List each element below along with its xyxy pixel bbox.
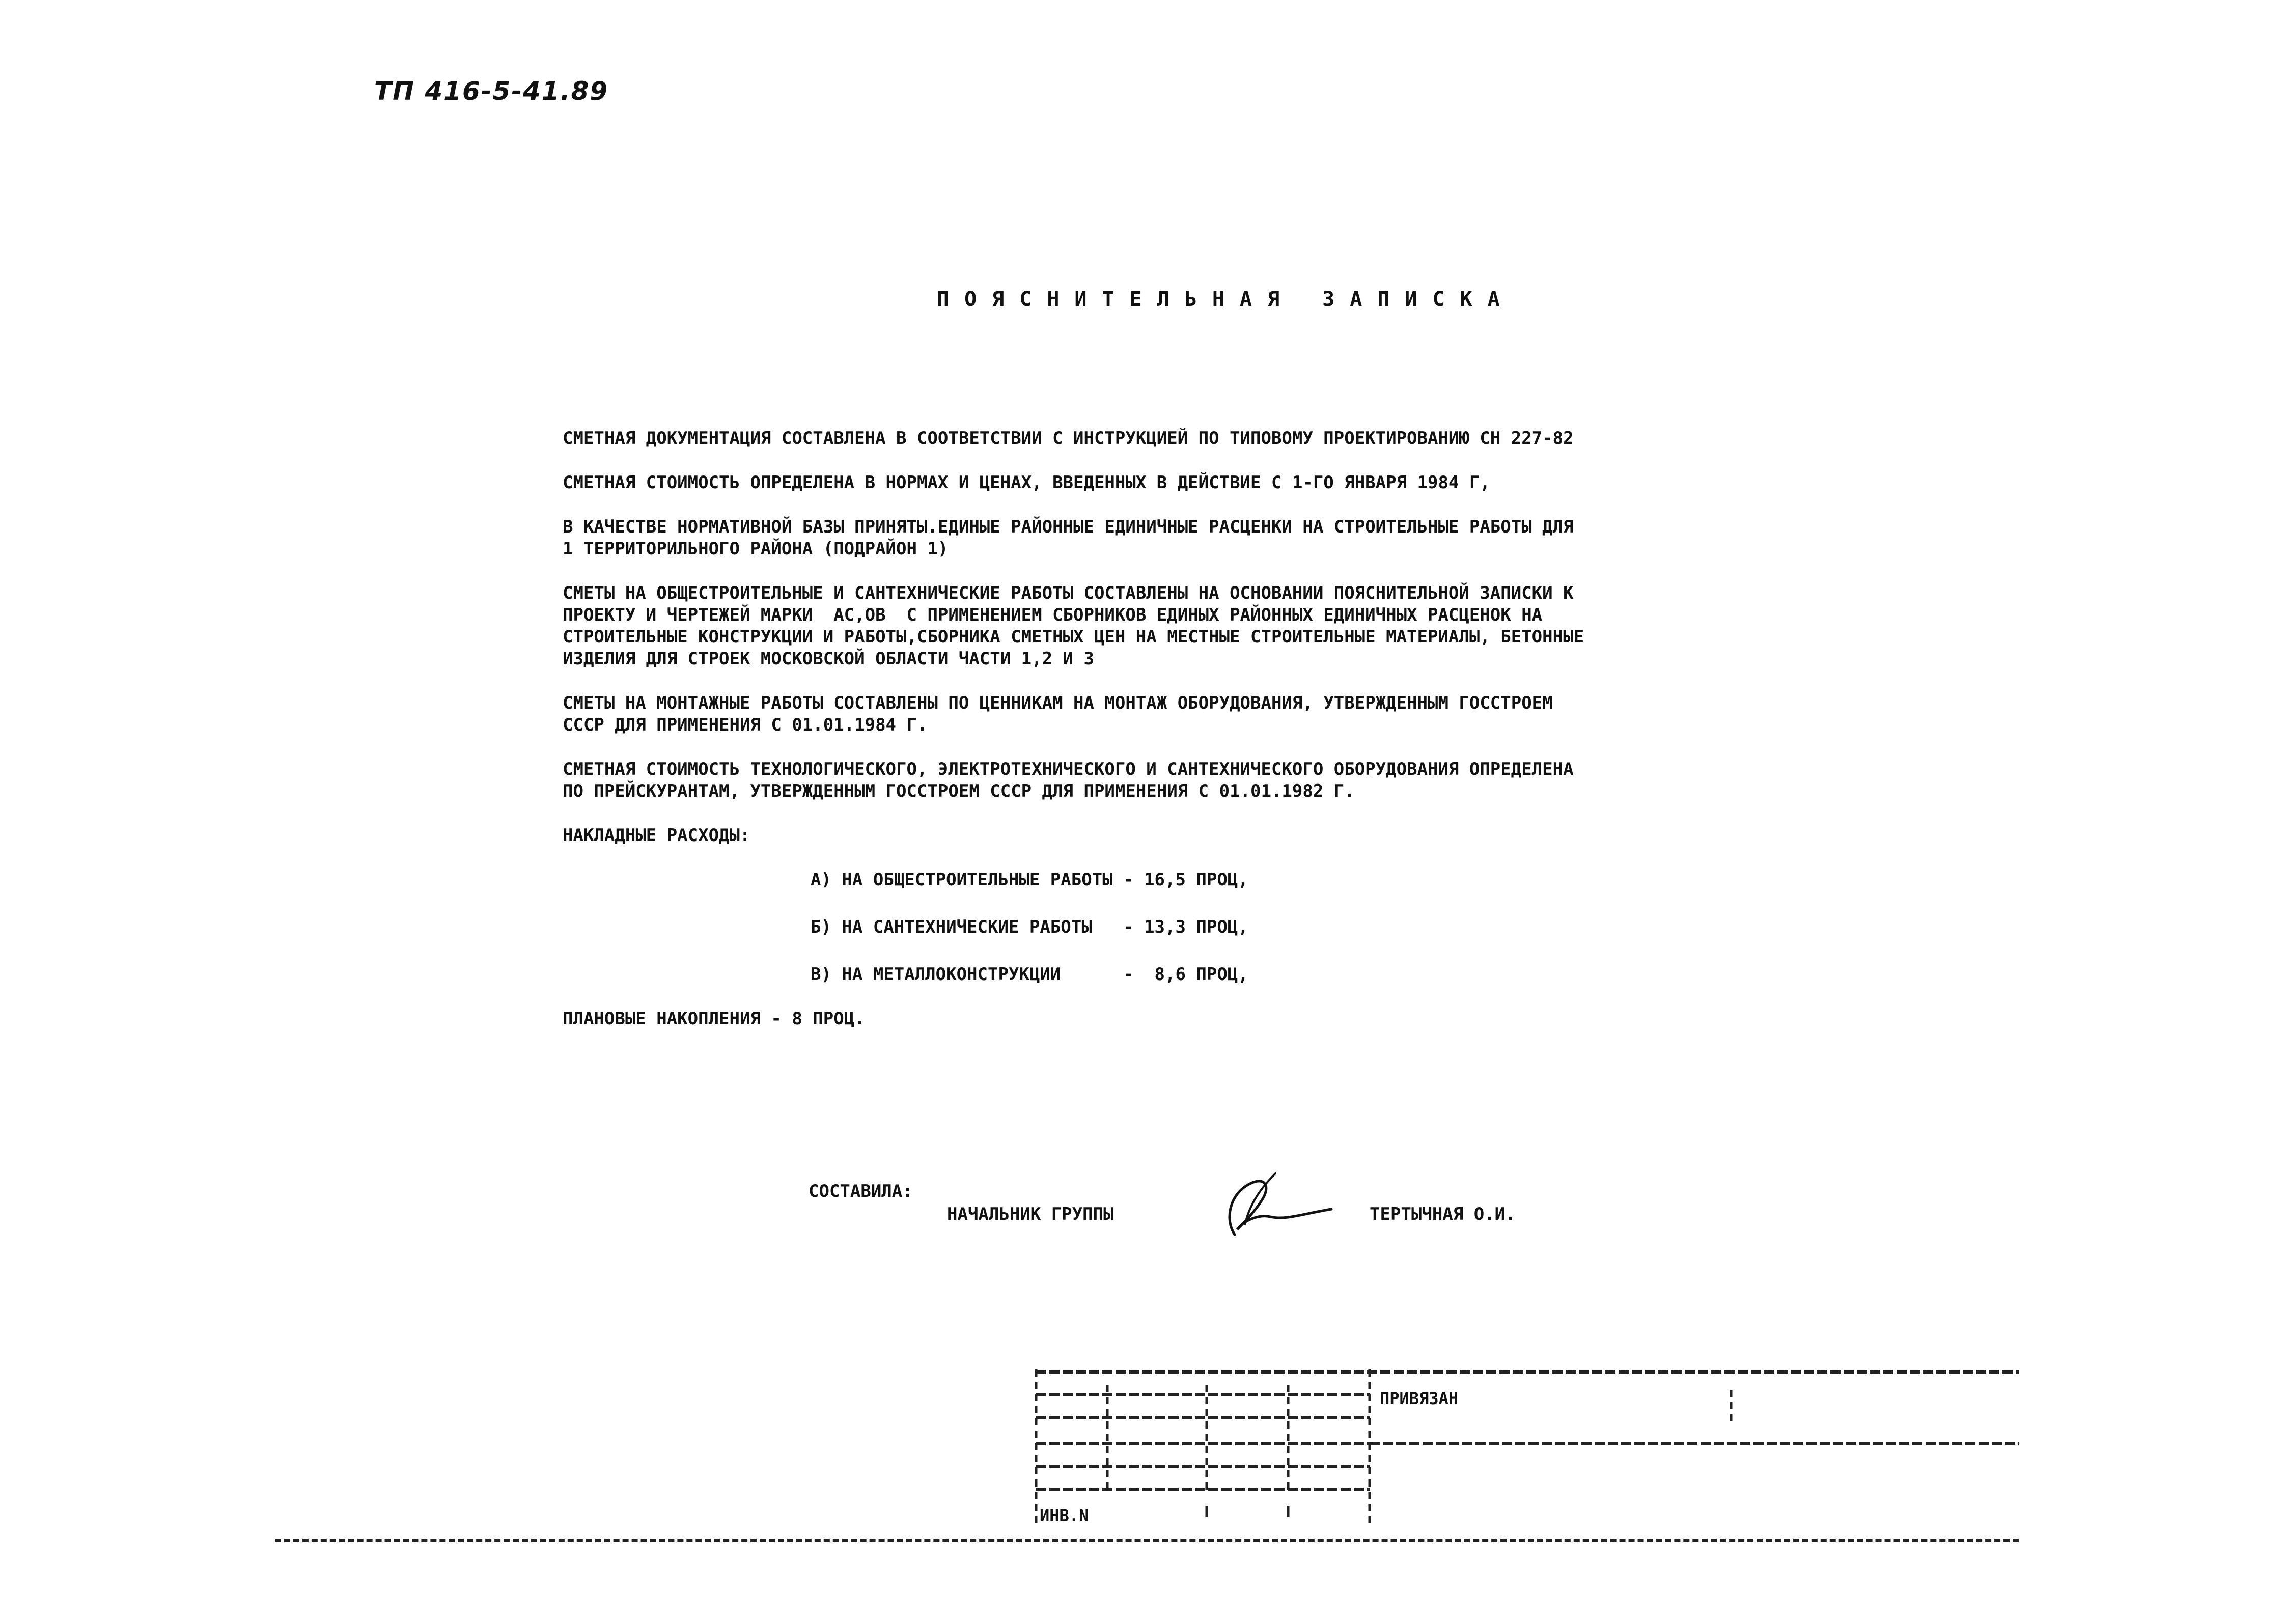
paragraph-normative-base: В КАЧЕСТВЕ НОРМАТИВНОЙ БАЗЫ ПРИНЯТЫ.ЕДИНЫЕ РАЙОННЫЕ ЕДИНИЧНЫЕ РАСЦЕНКИ НА СТРОИТЕЛЬНЫЕ РАБОТЫ ДЛЯ 1 ТЕРРИТОРИЛЬНОГО РАЙОНА (ПОДРАЙОН 1) bbox=[563, 517, 1574, 559]
stamp-inventory-label: ИНВ.N bbox=[1040, 1506, 1089, 1525]
paragraph-instruction: СМЕТНАЯ ДОКУМЕНТАЦИЯ СОСТАВЛЕНА В СООТВЕТСТВИИ С ИНСТРУКЦИЕЙ ПО ТИПОВОМУ ПРОЕКТИРОВАНИЮ СН 227-82 bbox=[563, 428, 1574, 449]
planned-savings: ПЛАНОВЫЕ НАКОПЛЕНИЯ - 8 ПРОЦ. bbox=[563, 1009, 865, 1029]
paragraph-equipment-cost: СМЕТНАЯ СТОИМОСТЬ ТЕХНОЛОГИЧЕСКОГО, ЭЛЕКТРОТЕХНИЧЕСКОГО И САНТЕХНИЧЕСКОГО ОБОРУДОВАНИЯ ОПРЕДЕЛЕНА ПО ПРЕЙСКУРАНТАМ, УТВЕРЖДЕННЫМ ГОССТРОЕМ СССР ДЛЯ ПРИМЕНЕНИЯ С 01.01.1982 Г. bbox=[563, 759, 1574, 801]
overhead-item-general: А) НА ОБЩЕСТРОИТЕЛЬНЫЕ РАБОТЫ - 16,5 ПРОЦ, bbox=[811, 870, 1248, 890]
paragraph-installation-estimates: СМЕТЫ НА МОНТАЖНЫЕ РАБОТЫ СОСТАВЛЕНЫ ПО ЦЕННИКАМ НА МОНТАЖ ОБОРУДОВАНИЯ, УТВЕРЖДЕННЫМ ГОССТРОЕМ СССР ДЛЯ ПРИМЕНЕНИЯ С 01.01.1984 Г. bbox=[563, 693, 1553, 735]
title-block-stamp bbox=[1034, 1369, 2019, 1537]
signature-role: СОСТАВИЛА: bbox=[809, 1181, 913, 1201]
bottom-divider bbox=[275, 1539, 2019, 1542]
handwritten-signature bbox=[1214, 1163, 1336, 1245]
document-title: ПОЯСНИТЕЛЬНАЯ ЗАПИСКА bbox=[937, 288, 1515, 311]
paragraph-construction-estimates: СМЕТЫ НА ОБЩЕСТРОИТЕЛЬНЫЕ И САНТЕХНИЧЕСКИЕ РАБОТЫ СОСТАВЛЕНЫ НА ОСНОВАНИИ ПОЯСНИТЕЛЬНОЙ ЗАПИСКИ К ПРОЕКТУ И ЧЕРТЕЖЕЙ МАРКИ АС,ОВ С ПРИМЕНЕНИЕМ СБОРНИКОВ ЕДИНЫХ РАЙОННЫХ ЕДИНИЧНЫХ РАСЦЕНОК НА СТРОИТЕЛЬНЫЕ КОНСТРУКЦИИ И РАБОТЫ,СБОРНИКА СМЕТНЫХ ЦЕН НА МЕСТНЫЕ СТРОИТЕЛЬНЫЕ МАТЕРИАЛЫ, БЕТОННЫЕ ИЗДЕЛИЯ ДЛЯ СТРОЕК МОСКОВСКОЙ ОБЛАСТИ ЧАСТИ 1,2 И 3 bbox=[563, 583, 1584, 669]
overhead-item-sanitary: Б) НА САНТЕХНИЧЕСКИЕ РАБОТЫ - 13,3 ПРОЦ, bbox=[811, 917, 1248, 937]
stamp-attached-label: ПРИВЯЗАН bbox=[1380, 1389, 1459, 1408]
signature-position: НАЧАЛЬНИК ГРУППЫ bbox=[947, 1204, 1114, 1224]
signature-name: ТЕРТЫЧНАЯ О.И. bbox=[1370, 1204, 1516, 1224]
overhead-heading: НАКЛАДНЫЕ РАСХОДЫ: bbox=[563, 825, 750, 846]
overhead-list bbox=[563, 869, 1937, 986]
document-code: ТП 416-5-41.89 bbox=[374, 76, 609, 106]
document-body bbox=[563, 428, 1937, 1052]
paragraph-prices: СМЕТНАЯ СТОИМОСТЬ ОПРЕДЕЛЕНА В НОРМАХ И ЦЕНАХ, ВВЕДЕННЫХ В ДЕЙСТВИЕ С 1-ГО ЯНВАРЯ 1984 Г, bbox=[563, 472, 1490, 493]
overhead-item-metal: В) НА МЕТАЛЛОКОНСТРУКЦИИ - 8,6 ПРОЦ, bbox=[811, 964, 1248, 985]
